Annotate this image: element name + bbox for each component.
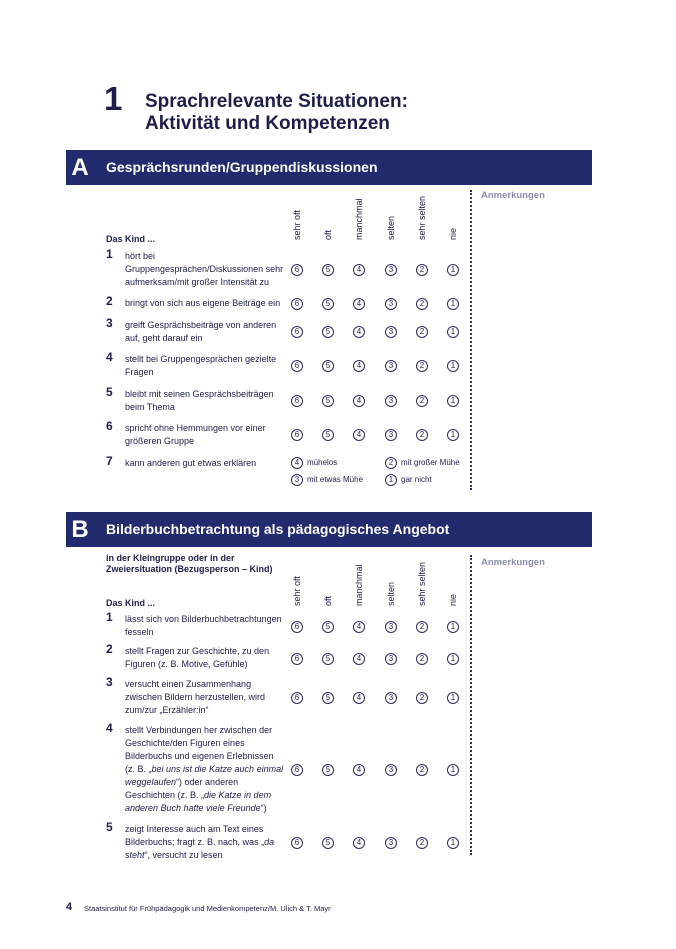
item-text: stellt Verbindungen her zwischen der Geschichte/den Figuren eines Bilderbuchs und eigenen Erlebnissen (z. B. „bei uns ist die Katze auch einmal weggelaufen“) oder anderen Geschichten (z. B. „die Katze in dem anderen Buch hatte viele Freunde“) [125, 725, 284, 813]
item-number: 4 [106, 350, 113, 364]
item-text: spricht ohne Hemmungen vor einer größeren Gruppe [125, 423, 266, 446]
quote-emphasis: bei uns ist die Katze auch einmal weggelaufen [125, 764, 284, 787]
section-b-item-4-rating-1: 1 [447, 764, 459, 776]
item-text: kann anderen gut etwas erklären [125, 458, 257, 468]
section-a-item-6-rating-4: 4 [353, 429, 365, 441]
section-a-item-2-rating-2: 2 [416, 298, 428, 310]
section-b-item-3-rating-6: 6 [291, 692, 303, 704]
section-a-item-2-rating-5: 5 [322, 298, 334, 310]
section-a-item-5-rating-4: 4 [353, 395, 365, 407]
item-number: 4 [106, 721, 113, 735]
chapter-title: Sprachrelevante Situationen: Aktivität und Kompetenzen [145, 91, 408, 134]
item7-option-mark: 1 [385, 474, 397, 486]
footer-text: Staatsinstitut für Frühpädagogik und Medienkompetenz/M. Ulich & T. Mayr [84, 904, 331, 913]
column-header-2: oft [323, 595, 333, 606]
section-b-kind-label: Das Kind ... [106, 598, 156, 608]
item-text: lässt sich von Bilderbuchbetrachtungen fesseln [125, 614, 282, 637]
item7-option-mark: 3 [291, 474, 303, 486]
section-a-item-3-rating-1: 1 [447, 326, 459, 338]
item7-option-mark: 4 [291, 457, 303, 469]
section-a-item-1-rating-3: 3 [385, 264, 397, 276]
section-b-item-4-rating-6: 6 [291, 764, 303, 776]
section-b-item-3-rating-5: 5 [322, 692, 334, 704]
page-number: 4 [66, 901, 73, 913]
section-b-item-1-rating-5: 5 [322, 621, 334, 633]
item-text: bleibt mit seinen Gesprächsbeiträgen beim Thema [125, 389, 274, 412]
item-number: 3 [106, 675, 113, 689]
item-text: versucht einen Zusammenhang zwischen Bildern herzustellen, wird zum/zur „Erzähler:in“ [125, 679, 266, 715]
item-number: 5 [106, 385, 113, 399]
section-a-item-4-rating-2: 2 [416, 360, 428, 372]
section-a-item-2-rating-6: 6 [291, 298, 303, 310]
section-b-item-3-rating-2: 2 [416, 692, 428, 704]
section-a-item-5-rating-1: 1 [447, 395, 459, 407]
section-b-item-2-rating-3: 3 [385, 653, 397, 665]
item-number: 3 [106, 316, 113, 330]
column-header-6: nie [448, 227, 458, 240]
section-b-letter: B [71, 516, 89, 543]
section-b-item-3-rating-3: 3 [385, 692, 397, 704]
section-b-item-5-rating-3: 3 [385, 837, 397, 849]
column-header-4: selten [386, 581, 396, 606]
section-b-item-4-rating-3: 3 [385, 764, 397, 776]
column-header-3: manchmal [354, 564, 364, 606]
section-a-item-5-rating-3: 3 [385, 395, 397, 407]
section-b-item-2-rating-6: 6 [291, 653, 303, 665]
section-a-kind-label: Das Kind ... [106, 234, 156, 244]
section-b-item-1-rating-6: 6 [291, 621, 303, 633]
section-a-letter: A [71, 154, 89, 181]
section-b-item-2-rating-2: 2 [416, 653, 428, 665]
section-b-item-1-rating-1: 1 [447, 621, 459, 633]
section-b-item-5-rating-5: 5 [322, 837, 334, 849]
item7-option-mark: 2 [385, 457, 397, 469]
section-a-title: Gesprächsrunden/Gruppendiskussionen [106, 159, 378, 175]
section-a-item-5-rating-6: 6 [291, 395, 303, 407]
section-b-item-5-rating-4: 4 [353, 837, 365, 849]
section-b-item-5-rating-2: 2 [416, 837, 428, 849]
section-b-bar [66, 512, 592, 547]
section-b-item-4-rating-5: 5 [322, 764, 334, 776]
section-b-title: Bilderbuchbetrachtung als pädagogisches Angebot [106, 521, 450, 537]
item-number: 2 [106, 642, 113, 656]
section-b-notes-divider [470, 555, 472, 855]
item7-option-label: gar nicht [401, 475, 432, 484]
quote-emphasis: die Katze in dem anderen Buch hatte viele Freunde [125, 790, 272, 813]
section-a-item-1-rating-1: 1 [447, 264, 459, 276]
section-a-item-3-rating-6: 6 [291, 326, 303, 338]
section-b-item-1-rating-2: 2 [416, 621, 428, 633]
item-text: greift Gesprächsbeiträge von anderen auf, geht darauf ein [125, 320, 277, 343]
section-a-item-5-rating-5: 5 [322, 395, 334, 407]
section-a-item-3-rating-3: 3 [385, 326, 397, 338]
item-number: 1 [106, 247, 113, 261]
column-header-5: sehr selten [417, 561, 427, 606]
section-b-item-1-rating-3: 3 [385, 621, 397, 633]
section-a-item-6-rating-1: 1 [447, 429, 459, 441]
section-a-notes-label: Anmerkungen [481, 190, 545, 201]
section-a-item-1-rating-2: 2 [416, 264, 428, 276]
item-text: stellt bei Gruppengesprächen gezielte Fragen [125, 354, 277, 377]
item-number: 7 [106, 454, 113, 468]
item-number: 5 [106, 820, 113, 834]
section-b-subtitle: in der Kleingruppe oder in der Zweiersituation (Bezugsperson – Kind) [106, 553, 273, 574]
section-b-item-4-rating-2: 2 [416, 764, 428, 776]
section-a-item-2-rating-4: 4 [353, 298, 365, 310]
section-a-notes-divider [470, 190, 472, 490]
item-text: bringt von sich aus eigene Beiträge ein [125, 298, 281, 308]
section-a-item-2-rating-1: 1 [447, 298, 459, 310]
item-text: hört bei Gruppengesprächen/Diskussionen sehr aufmerksam/mit großer Intensität zu [125, 251, 284, 287]
section-b-item-3-rating-4: 4 [353, 692, 365, 704]
section-a-item-1-rating-6: 6 [291, 264, 303, 276]
column-header-1: sehr oft [292, 209, 302, 240]
section-a-item-6-rating-2: 2 [416, 429, 428, 441]
item-text: zeigt Interesse auch am Text eines Bilderbuchs; fragt z. B. nach, was „da steht“, versucht zu lesen [125, 824, 275, 860]
item-number: 1 [106, 610, 113, 624]
section-b-item-1-rating-4: 4 [353, 621, 365, 633]
column-header-3: manchmal [354, 198, 364, 240]
chapter-number: 1 [104, 80, 123, 117]
quote-emphasis: da steht [125, 837, 275, 860]
section-b-item-2-rating-1: 1 [447, 653, 459, 665]
item-text: stellt Fragen zur Geschichte, zu den Figuren (z. B. Motive, Gefühle) [125, 646, 270, 669]
column-header-4: selten [386, 215, 396, 240]
section-a-item-5-rating-2: 2 [416, 395, 428, 407]
section-a-item-4-rating-6: 6 [291, 360, 303, 372]
item7-option-label: mit etwas Mühe [307, 475, 364, 484]
section-b-notes-label: Anmerkungen [481, 557, 545, 568]
item7-option-label: mühelos [307, 458, 338, 467]
column-header-1: sehr oft [292, 575, 302, 606]
section-b-item-5-rating-1: 1 [447, 837, 459, 849]
item-number: 2 [106, 294, 113, 308]
item7-option-label: mit großer Mühe [401, 458, 460, 467]
section-a-item-6-rating-3: 3 [385, 429, 397, 441]
section-a-item-1-rating-5: 5 [322, 264, 334, 276]
section-b-item-2-rating-4: 4 [353, 653, 365, 665]
section-a-item-4-rating-5: 5 [322, 360, 334, 372]
column-header-6: nie [448, 593, 458, 606]
section-a-item-4-rating-1: 1 [447, 360, 459, 372]
section-b-item-5-rating-6: 6 [291, 837, 303, 849]
section-b-item-2-rating-5: 5 [322, 653, 334, 665]
column-header-2: oft [323, 229, 333, 240]
section-b-item-3-rating-1: 1 [447, 692, 459, 704]
section-a-item-2-rating-3: 3 [385, 298, 397, 310]
section-a-item-1-rating-4: 4 [353, 264, 365, 276]
section-a-item-3-rating-4: 4 [353, 326, 365, 338]
section-b-item-4-rating-4: 4 [353, 764, 365, 776]
column-header-5: sehr selten [417, 195, 427, 240]
section-a-item-6-rating-6: 6 [291, 429, 303, 441]
section-a-item-3-rating-5: 5 [322, 326, 334, 338]
section-a-item-6-rating-5: 5 [322, 429, 334, 441]
item-number: 6 [106, 419, 113, 433]
section-a-item-3-rating-2: 2 [416, 326, 428, 338]
section-a-item-4-rating-3: 3 [385, 360, 397, 372]
section-a-item-4-rating-4: 4 [353, 360, 365, 372]
